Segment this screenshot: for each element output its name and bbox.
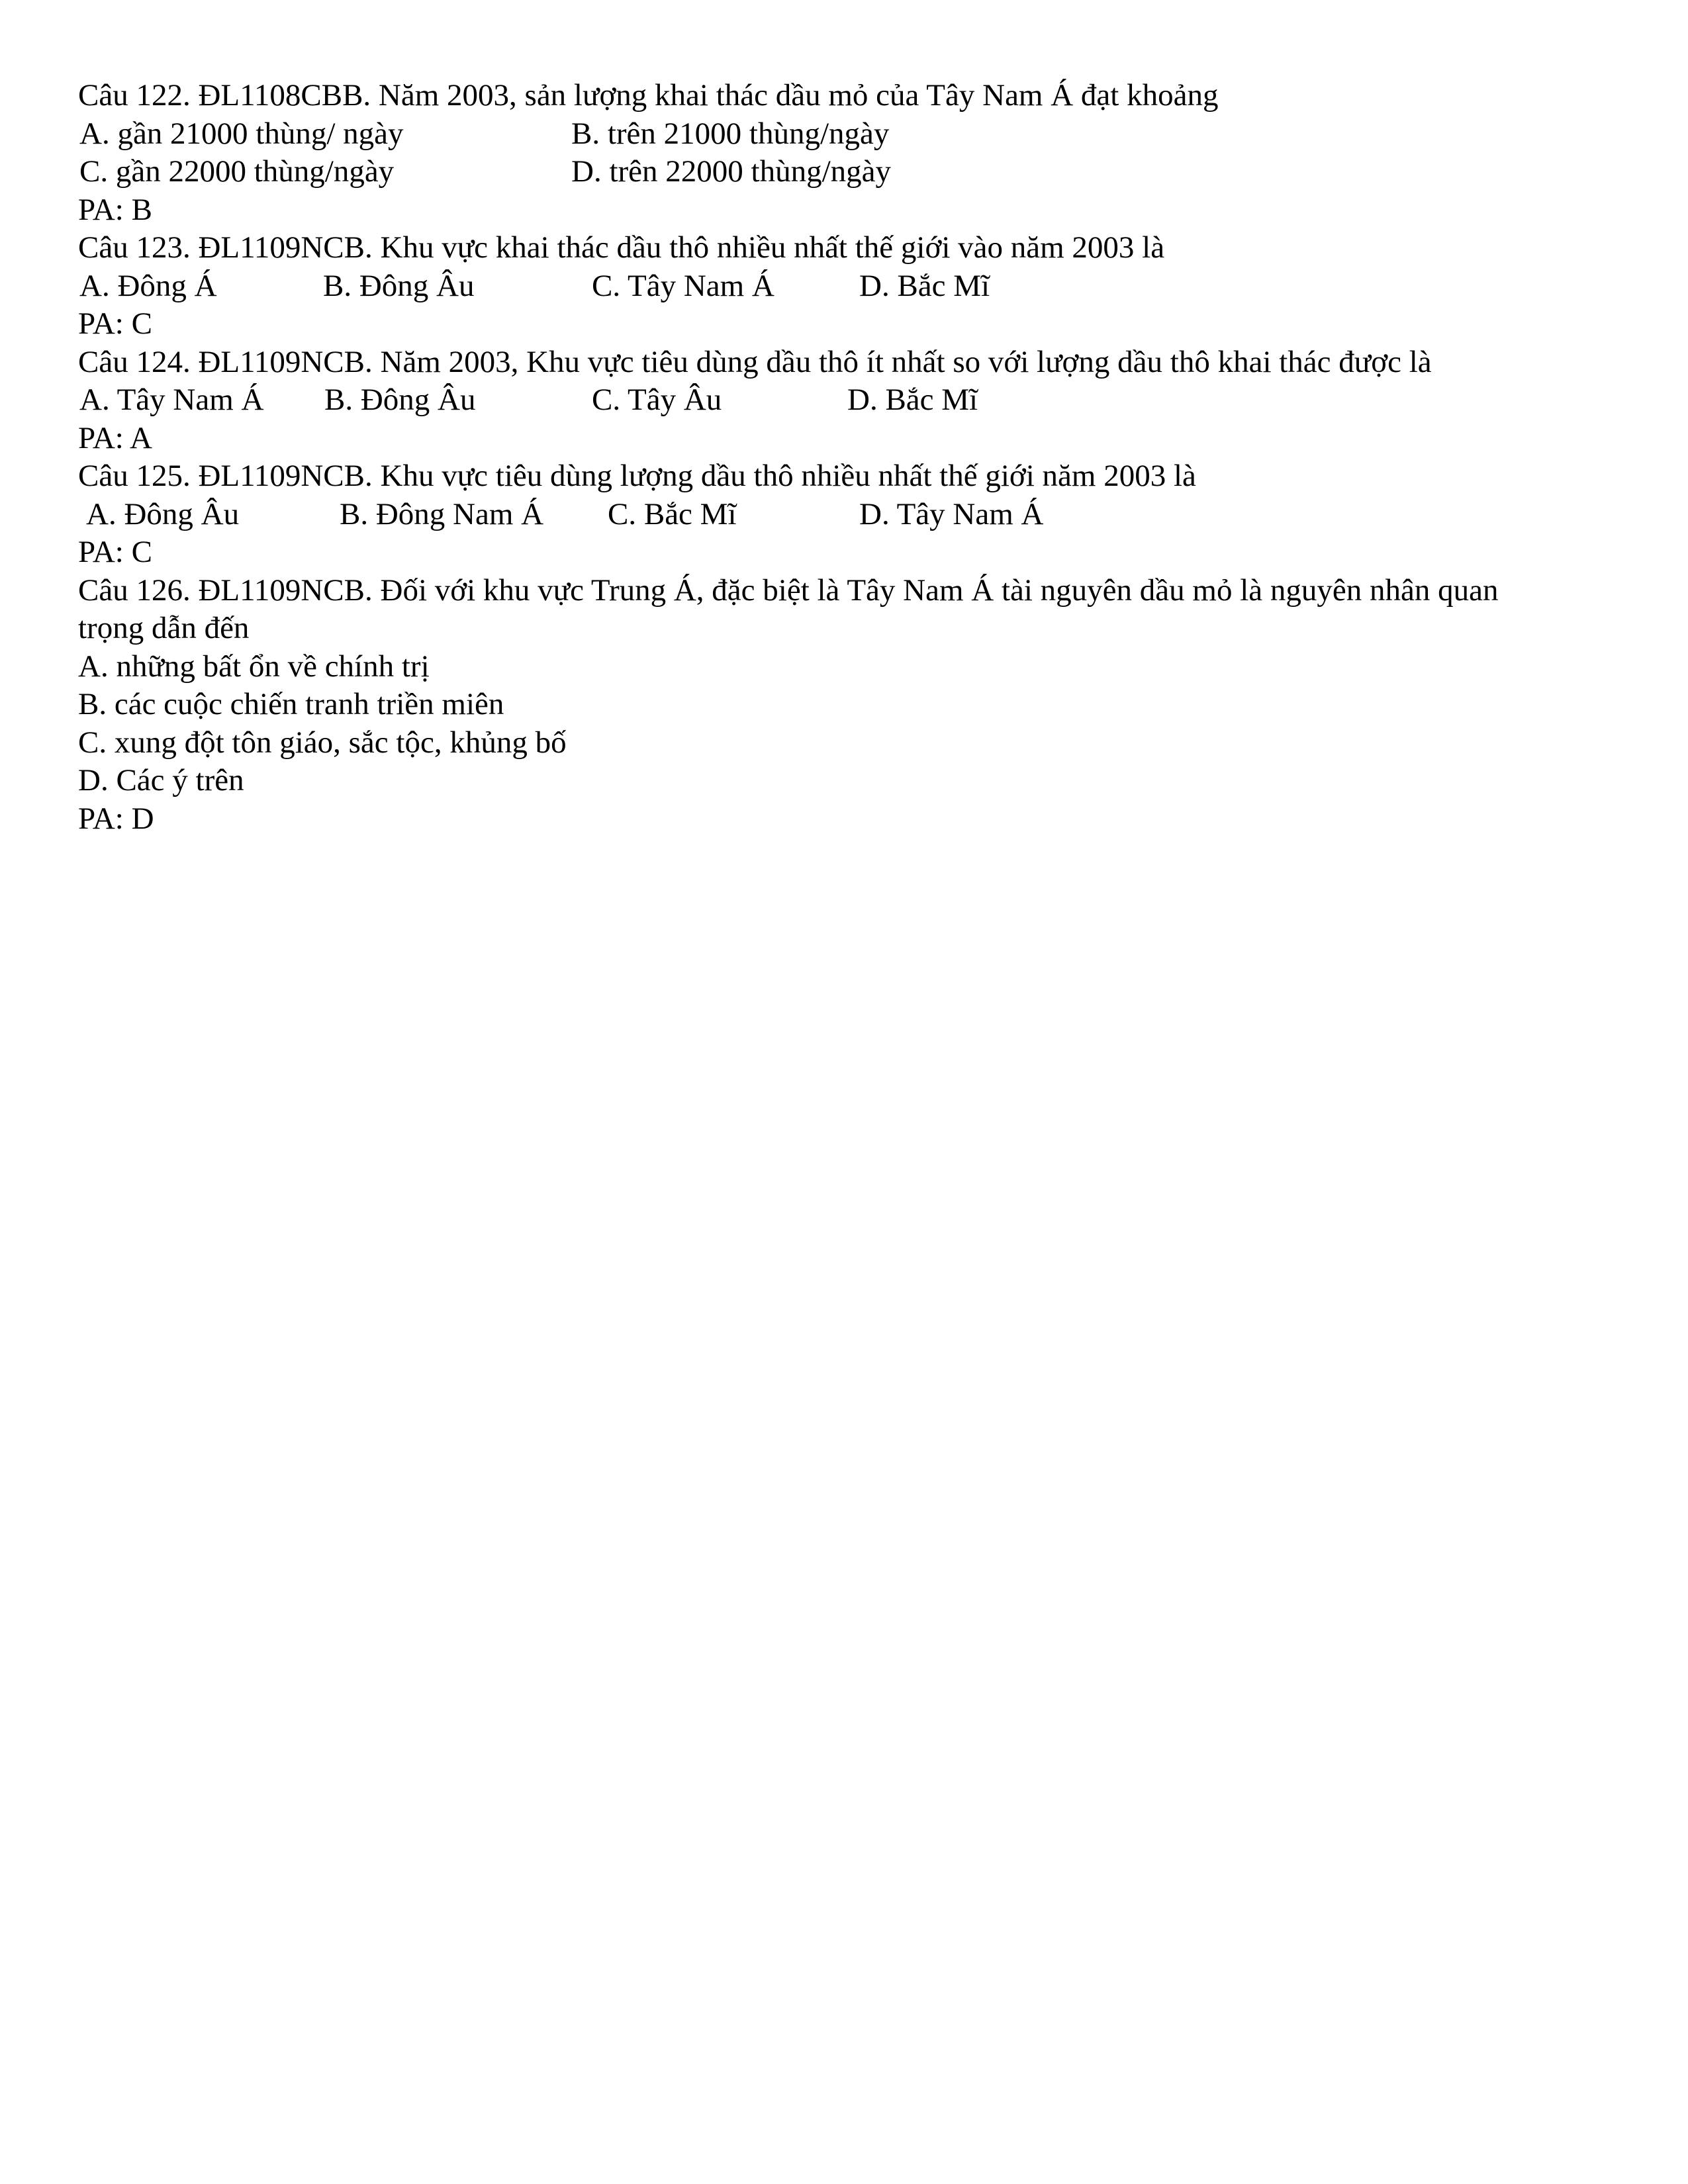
- question-stem: Câu 122. ĐL1108CBB. Năm 2003, sản lượng khai thác dầu mỏ của Tây Nam Á đạt khoảng: [78, 78, 1219, 113]
- option-b: B. Đông Âu: [323, 268, 475, 303]
- option-c: C. xung đột tôn giáo, sắc tộc, khủng bố: [78, 725, 567, 760]
- answer-key: PA: C: [78, 535, 152, 569]
- option-row: [78, 496, 1620, 534]
- option-c: C. gần 22000 thùng/ngày: [79, 154, 395, 189]
- option-b: B. trên 21000 thùng/ngày: [571, 116, 890, 151]
- option-d: D. Các ý trên: [78, 763, 244, 797]
- option-b: B. các cuộc chiến tranh triền miên: [78, 687, 504, 721]
- option-a: A. Đông Âu: [86, 496, 240, 531]
- question-stem: Câu 124. ĐL1109NCB. Năm 2003, Khu vực tiêu dùng dầu thô ít nhất so với lượng dầu thô khai thác được là: [78, 344, 1432, 379]
- option-c: C. Bắc Mĩ: [608, 496, 737, 531]
- option-row: [78, 267, 1620, 306]
- option-d: D. Bắc Mĩ: [859, 268, 990, 303]
- answer-key: PA: B: [78, 192, 152, 227]
- option-c: C. Tây Âu: [592, 383, 722, 417]
- option-row: [78, 381, 1620, 420]
- option-a: A. những bất ổn về chính trị: [78, 649, 430, 684]
- option-b: B. Đông Nam Á: [340, 496, 544, 531]
- option-d: D. Bắc Mĩ: [847, 383, 978, 417]
- question-stem-continuation: trọng dẫn đến: [78, 611, 250, 645]
- answer-key: PA: C: [78, 306, 152, 341]
- option-d: D. trên 22000 thùng/ngày: [571, 154, 891, 189]
- answer-key: PA: D: [78, 801, 154, 836]
- question-stem: Câu 126. ĐL1109NCB. Đối với khu vực Trung Á, đặc biệt là Tây Nam Á tài nguyên dầu mỏ là nguyên nhân quan: [78, 572, 1499, 608]
- option-a: A. Đông Á: [79, 268, 217, 303]
- option-row: [78, 153, 1620, 191]
- question-stem: Câu 125. ĐL1109NCB. Khu vực tiêu dùng lượng dầu thô nhiều nhất thế giới năm 2003 là: [78, 459, 1196, 493]
- option-d: D. Tây Nam Á: [859, 496, 1044, 531]
- answer-key: PA: A: [78, 420, 152, 455]
- option-row: [78, 115, 1620, 154]
- option-b: B. Đông Âu: [324, 383, 476, 417]
- option-c: C. Tây Nam Á: [592, 268, 774, 303]
- option-a: A. gần 21000 thùng/ ngày: [79, 116, 404, 151]
- question-stem: Câu 123. ĐL1109NCB. Khu vực khai thác dầu thô nhiều nhất thế giới vào năm 2003 là: [78, 230, 1165, 265]
- option-a: A. Tây Nam Á: [79, 383, 264, 417]
- document-page: [78, 77, 1620, 838]
